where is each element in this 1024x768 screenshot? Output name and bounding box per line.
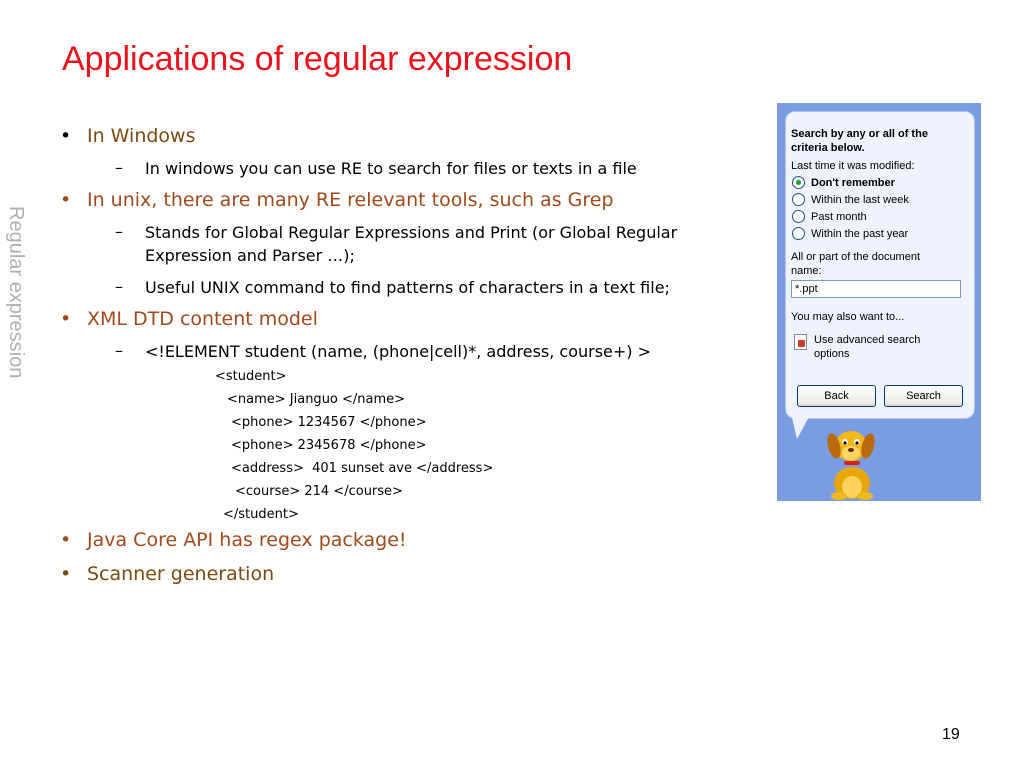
name-label-line2: name:	[791, 265, 822, 277]
bullet-text: Java Core API has regex package!	[87, 529, 407, 551]
xml-line: <name> Jianguo </name>	[227, 392, 406, 407]
xml-line: <student>	[215, 369, 287, 384]
bullet-text: Scanner generation	[87, 563, 275, 585]
bubble-tail	[791, 413, 811, 439]
bullet-dot: •	[60, 529, 72, 551]
option-label: Past month	[811, 211, 867, 223]
search-heading-line1: Search by any or all of the	[791, 128, 928, 140]
search-panel-screenshot	[777, 103, 981, 501]
slide-title: Applications of regular expression	[62, 40, 573, 78]
xml-line: </student>	[223, 507, 299, 522]
xml-line: <course> 214 </course>	[235, 484, 403, 499]
radio-past-month[interactable]	[792, 210, 805, 223]
radio-past-year[interactable]	[792, 227, 805, 240]
bullet-text: XML DTD content model	[87, 308, 318, 330]
dash: –	[115, 277, 123, 296]
sub-bullet-text: Useful UNIX command to find patterns of characters in a text file;	[145, 278, 670, 297]
page-number: 19	[942, 726, 960, 743]
bullet-text: In unix, there are many RE relevant tools, such as Grep	[87, 189, 614, 211]
sub-bullet-text-line1: Stands for Global Regular Expressions and Print (or Global Regular	[145, 223, 678, 242]
document-name-input[interactable]	[791, 280, 961, 298]
xml-line: <address> 401 sunset ave </address>	[231, 461, 494, 476]
sub-bullet-text-line2: Expression and Parser …);	[145, 246, 355, 265]
radio-dont-remember[interactable]	[792, 176, 805, 189]
dash: –	[115, 158, 123, 177]
radio-last-week[interactable]	[792, 193, 805, 206]
side-label: Regular expression	[5, 206, 27, 379]
dash: –	[115, 341, 123, 360]
sub-bullet-text: <!ELEMENT student (name, (phone|cell)*, address, course+) >	[145, 342, 652, 361]
advanced-search-link-line2[interactable]: options	[814, 348, 850, 360]
modified-label: Last time it was modified:	[791, 160, 915, 172]
bullet-xml	[60, 308, 318, 330]
dog-icon[interactable]	[817, 421, 887, 501]
name-label-line1: All or part of the document	[791, 251, 921, 263]
bullet-dot: •	[60, 563, 72, 585]
bullet-dot: •	[60, 189, 72, 211]
dash: –	[115, 222, 123, 241]
bullet-dot: •	[60, 125, 72, 147]
search-button[interactable]: Search	[884, 385, 963, 407]
option-label: Within the last week	[811, 194, 909, 206]
back-button[interactable]: Back	[797, 385, 876, 407]
xml-line: <phone> 1234567 </phone>	[231, 415, 427, 430]
sub-bullet-text: In windows you can use RE to search for files or texts in a file	[145, 159, 637, 178]
bullet-scanner	[60, 563, 274, 585]
option-label: Within the past year	[811, 228, 909, 240]
bullet-unix	[60, 189, 614, 211]
search-heading-line2: criteria below.	[791, 142, 865, 154]
advanced-search-icon[interactable]	[794, 334, 807, 350]
bullet-windows	[60, 125, 196, 147]
bullet-text: In Windows	[87, 125, 196, 147]
also-label: You may also want to...	[791, 311, 905, 323]
search-bubble	[785, 111, 975, 419]
bullet-java	[60, 529, 407, 551]
option-label: Don't remember	[811, 177, 895, 189]
bullet-dot: •	[60, 308, 72, 330]
advanced-search-link-line1[interactable]: Use advanced search	[814, 334, 921, 346]
xml-line: <phone> 2345678 </phone>	[231, 438, 427, 453]
